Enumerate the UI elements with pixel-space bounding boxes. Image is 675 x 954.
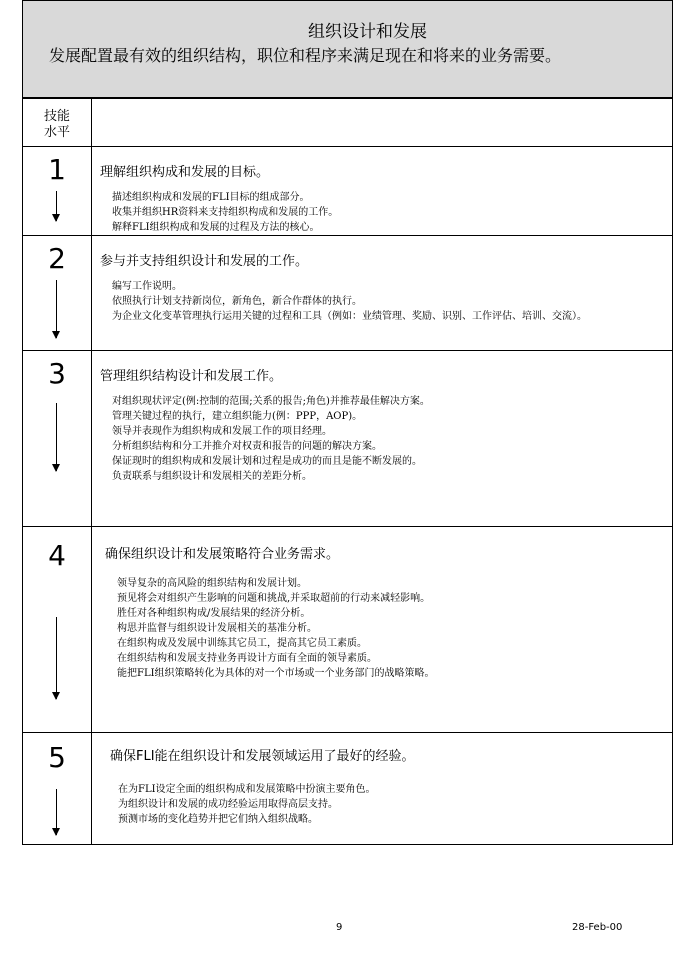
table-header-row bbox=[23, 99, 673, 147]
level-number-3: 3 bbox=[48, 357, 66, 390]
list-item: 对组织现状评定(例:控制的范围;关系的报告;角色)并推荐最佳解决方案。 bbox=[112, 396, 430, 407]
list-item: 为企业文化变革管理执行运用关键的过程和工具（例如：业绩管理、奖励、识别、工作评估、培训、交流）。 bbox=[112, 311, 587, 322]
level-number-2: 2 bbox=[48, 242, 66, 275]
level-cell-3 bbox=[23, 351, 92, 527]
list-item: 胜任对各种组织构成/发展结果的经济分析。 bbox=[117, 608, 311, 619]
list-item: 领导复杂的高风险的组织结构和发展计划。 bbox=[117, 578, 307, 589]
list-item: 编写工作说明。 bbox=[112, 281, 182, 292]
level-cell-1 bbox=[23, 147, 92, 236]
skill-level-header-line2: 水平 bbox=[43, 125, 70, 140]
level-goal-4: 确保组织设计和发展策略符合业务需求。 bbox=[105, 547, 340, 562]
level-row-1 bbox=[23, 147, 673, 236]
level-items-5 bbox=[118, 782, 672, 827]
list-item: 在组织构成及发展中训练其它员工，提高其它员工素质。 bbox=[117, 638, 367, 649]
list-item: 领导并表现作为组织构成和发展工作的项目经理。 bbox=[112, 426, 332, 437]
list-item: 保证现时的组织构成和发展计划和过程是成功的而且是能不断发展的。 bbox=[112, 456, 422, 467]
list-item: 在为FLI设定全面的组织构成和发展策略中扮演主要角色。 bbox=[118, 784, 376, 795]
level-cell-4 bbox=[23, 527, 92, 733]
down-arrow-icon bbox=[56, 280, 57, 338]
list-item: 分析组织结构和分工并推介对权责和报告的问题的解决方案。 bbox=[112, 441, 382, 452]
level-goal-5: 确保FLI能在组织设计和发展领域运用了最好的经验。 bbox=[110, 749, 415, 764]
level-number-5: 5 bbox=[48, 741, 66, 774]
list-item: 描述组织构成和发展的FLI目标的组成部分。 bbox=[112, 192, 310, 203]
list-item: 收集并组织HR资料来支持组织构成和发展的工作。 bbox=[112, 207, 339, 218]
level-goal-3: 管理组织结构设计和发展工作。 bbox=[100, 369, 283, 384]
level-desc-2 bbox=[92, 236, 673, 351]
level-cell-5 bbox=[23, 733, 92, 845]
skill-level-table bbox=[22, 98, 673, 845]
level-row-4 bbox=[23, 527, 673, 733]
page-subtitle: 发展配置最有效的组织结构，职位和程序来满足现在和将来的业务需要。 bbox=[49, 46, 562, 65]
level-goal-2: 参与并支持组织设计和发展的工作。 bbox=[100, 254, 309, 269]
level-row-2 bbox=[23, 236, 673, 351]
level-desc-4 bbox=[92, 527, 673, 733]
level-row-3 bbox=[23, 351, 673, 527]
down-arrow-icon bbox=[56, 789, 57, 835]
level-items-1 bbox=[112, 190, 672, 235]
level-desc-3 bbox=[92, 351, 673, 527]
down-arrow-icon bbox=[56, 191, 57, 221]
down-arrow-icon bbox=[56, 403, 57, 471]
level-goal-1: 理解组织构成和发展的目标。 bbox=[100, 165, 270, 180]
level-desc-5 bbox=[92, 733, 673, 845]
level-cell-2 bbox=[23, 236, 92, 351]
list-item: 预测市场的变化趋势并把它们纳入组织战略。 bbox=[118, 814, 318, 825]
list-item: 解释FLI组织构成和发展的过程及方法的核心。 bbox=[112, 222, 320, 233]
list-item: 依照执行计划支持新岗位，新角色，新合作群体的执行。 bbox=[112, 296, 362, 307]
list-item: 管理关键过程的执行，建立组织能力(例：PPP，AOP)。 bbox=[112, 411, 363, 422]
list-item: 预见将会对组织产生影响的问题和挑战,并采取超前的行动来减轻影响。 bbox=[117, 593, 431, 604]
page-date: 28-Feb-00 bbox=[572, 922, 623, 933]
level-number-1: 1 bbox=[48, 153, 66, 186]
list-item: 能把FLI组织策略转化为具体的对一个市场或一个业务部门的战略策略。 bbox=[117, 668, 435, 679]
level-items-4 bbox=[117, 576, 672, 681]
skill-level-header bbox=[23, 99, 92, 147]
list-item: 构思并监督与组织设计发展相关的基准分析。 bbox=[117, 623, 317, 634]
description-header bbox=[92, 99, 673, 147]
level-row-5 bbox=[23, 733, 673, 845]
skill-level-header-line1: 技能 bbox=[43, 109, 70, 124]
down-arrow-icon bbox=[56, 617, 57, 699]
level-items-2 bbox=[112, 279, 670, 324]
list-item: 负责联系与组织设计和发展相关的差距分析。 bbox=[112, 471, 312, 482]
page-number: 9 bbox=[336, 922, 343, 933]
list-item: 在组织结构和发展支持业务再设计方面有全面的领导素质。 bbox=[117, 653, 377, 664]
page-header bbox=[22, 0, 673, 98]
level-desc-1 bbox=[92, 147, 673, 236]
level-items-3 bbox=[112, 394, 672, 484]
level-number-4: 4 bbox=[48, 539, 66, 572]
page-title: 组织设计和发展 bbox=[308, 22, 427, 42]
list-item: 为组织设计和发展的成功经验运用取得高层支持。 bbox=[118, 799, 338, 810]
